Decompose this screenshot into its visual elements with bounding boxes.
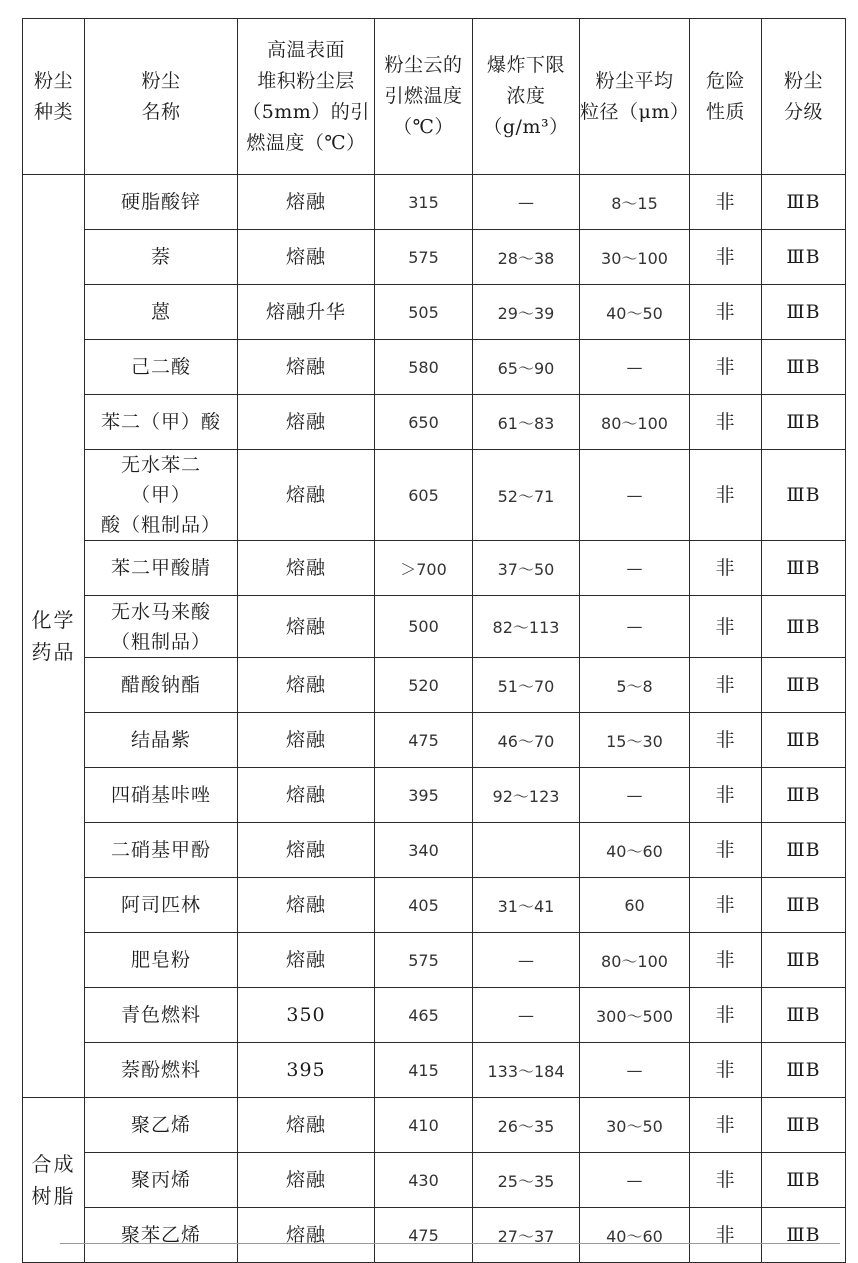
dust-name-cell-text: 阿司匹林 xyxy=(120,894,201,916)
hazard-property-cell xyxy=(690,450,762,541)
hazard-property-cell-text: 非 xyxy=(715,246,736,268)
cloud-ignition-temp-cell-text: 580 xyxy=(408,357,439,377)
dust-grade-cell xyxy=(762,450,846,541)
layer-ignition-temp-cell xyxy=(238,823,375,878)
dust-grade-cell-text: ⅢB xyxy=(786,674,821,696)
particle-size-cell xyxy=(580,395,690,450)
dust-grade-cell-text: ⅢB xyxy=(786,1169,821,1191)
hazard-property-cell-text: 非 xyxy=(715,411,736,433)
particle-size-cell xyxy=(580,285,690,340)
particle-size-cell xyxy=(580,450,690,541)
dust-name-cell-text: 四硝基咔唑 xyxy=(110,784,211,806)
particle-size-cell-text: — xyxy=(626,558,643,578)
header-lower-explosion-limit: 爆炸下限 浓度 （g/m³） xyxy=(473,19,580,175)
particle-size-cell xyxy=(580,988,690,1043)
dust-name-cell-text: 硬脂酸锌 xyxy=(120,191,201,213)
layer-ignition-temp-cell-text: 熔融 xyxy=(285,356,326,378)
lower-explosion-limit-cell xyxy=(473,933,580,988)
layer-ignition-temp-cell-text: 熔融 xyxy=(285,949,326,971)
hazard-property-cell-text: 非 xyxy=(715,557,736,579)
cloud-ignition-temp-cell xyxy=(375,658,473,713)
dust-grade-cell-text: ⅢB xyxy=(786,949,821,971)
hazard-property-cell xyxy=(690,768,762,823)
header-mean-particle-size: 粉尘平均 粒径（μm） xyxy=(580,19,690,175)
header-cloud-ignition-temp: 粉尘云的 引燃温度 （℃） xyxy=(375,19,473,175)
dust-name-cell-text: 无水马来酸 （粗制品） xyxy=(110,600,211,653)
particle-size-cell xyxy=(580,1153,690,1208)
hazard-property-cell-text: 非 xyxy=(715,839,736,861)
cloud-ignition-temp-cell xyxy=(375,450,473,541)
lower-explosion-limit-cell xyxy=(473,285,580,340)
dust-grade-cell xyxy=(762,988,846,1043)
lower-explosion-limit-cell-text: 92～123 xyxy=(492,786,560,806)
dust-name-cell-text: 二硝基甲酚 xyxy=(110,839,211,861)
cloud-ignition-temp-cell-text: 475 xyxy=(408,730,439,750)
dust-name-cell-text: 醋酸钠酯 xyxy=(120,674,201,696)
dust-grade-cell-text: ⅢB xyxy=(786,784,821,806)
dust-grade-cell xyxy=(762,1208,846,1263)
layer-ignition-temp-cell xyxy=(238,230,375,285)
dust-name-cell-text: 蒽 xyxy=(150,301,171,323)
dust-grade-cell xyxy=(762,933,846,988)
layer-ignition-temp-cell-text: 熔融 xyxy=(285,246,326,268)
cloud-ignition-temp-cell xyxy=(375,395,473,450)
particle-size-cell-text: 40～50 xyxy=(606,303,663,323)
hazard-property-cell-text: 非 xyxy=(715,949,736,971)
dust-grade-cell xyxy=(762,596,846,658)
cloud-ignition-temp-cell xyxy=(375,933,473,988)
cloud-ignition-temp-cell-text: 315 xyxy=(408,192,439,212)
hazard-property-cell xyxy=(690,596,762,658)
layer-ignition-temp-cell xyxy=(238,1098,375,1153)
dust-name-cell xyxy=(85,175,238,230)
dust-grade-cell-text: ⅢB xyxy=(786,894,821,916)
table-row xyxy=(23,340,846,395)
dust-grade-cell xyxy=(762,541,846,596)
hazard-property-cell xyxy=(690,285,762,340)
dust-grade-cell xyxy=(762,1098,846,1153)
particle-size-cell-text: 8～15 xyxy=(611,193,658,213)
cloud-ignition-temp-cell xyxy=(375,1043,473,1098)
particle-size-cell-text: 30～50 xyxy=(606,1116,663,1136)
dust-grade-cell-text: ⅢB xyxy=(786,1059,821,1081)
cloud-ignition-temp-cell-text: 500 xyxy=(408,617,439,636)
page-bottom-rule xyxy=(60,1243,840,1244)
hazard-property-cell-text: 非 xyxy=(715,894,736,916)
dust-name-cell-text: 青色燃料 xyxy=(120,1004,201,1026)
dust-name-cell-text: 聚乙烯 xyxy=(130,1114,191,1136)
dust-grade-cell xyxy=(762,285,846,340)
cloud-ignition-temp-cell xyxy=(375,230,473,285)
layer-ignition-temp-cell-text: 熔融 xyxy=(285,839,326,861)
hazard-property-cell xyxy=(690,988,762,1043)
dust-grade-cell xyxy=(762,658,846,713)
layer-ignition-temp-cell xyxy=(238,175,375,230)
particle-size-cell-text: 40～60 xyxy=(606,841,663,861)
hazard-property-cell xyxy=(690,1098,762,1153)
layer-ignition-temp-cell xyxy=(238,1208,375,1263)
hazard-property-cell-text: 非 xyxy=(715,615,736,638)
particle-size-cell-text: 60 xyxy=(624,895,645,915)
lower-explosion-limit-cell xyxy=(473,878,580,933)
dust-name-cell-text: 聚丙烯 xyxy=(130,1169,191,1191)
lower-explosion-limit-cell-text: 28～38 xyxy=(497,248,555,268)
particle-size-cell xyxy=(580,596,690,658)
lower-explosion-limit-cell xyxy=(473,1098,580,1153)
dust-properties-table xyxy=(22,18,846,1263)
cloud-ignition-temp-cell xyxy=(375,175,473,230)
hazard-property-cell-text: 非 xyxy=(715,1224,736,1246)
dust-name-cell-text: 结晶紫 xyxy=(130,729,191,751)
table-row xyxy=(23,933,846,988)
cloud-ignition-temp-cell-text: 605 xyxy=(408,485,439,505)
layer-ignition-temp-cell-text: 熔融 xyxy=(285,557,326,579)
cloud-ignition-temp-cell-text: 520 xyxy=(408,675,439,695)
layer-ignition-temp-cell-text: 熔融 xyxy=(285,484,326,506)
table-row xyxy=(23,230,846,285)
layer-ignition-temp-cell-text: 熔融 xyxy=(285,1224,326,1246)
header-dust-grade: 粉尘 分级 xyxy=(762,19,846,175)
particle-size-cell xyxy=(580,658,690,713)
lower-explosion-limit-cell-text: 27～37 xyxy=(497,1226,555,1246)
layer-ignition-temp-cell-text: 熔融 xyxy=(285,784,326,806)
dust-grade-cell-text: ⅢB xyxy=(786,557,821,579)
lower-explosion-limit-cell-text: 61～83 xyxy=(497,413,555,433)
dust-name-cell xyxy=(85,1098,238,1153)
layer-ignition-temp-cell xyxy=(238,340,375,395)
lower-explosion-limit-cell-text: 37～50 xyxy=(497,559,555,579)
cloud-ignition-temp-cell xyxy=(375,713,473,768)
dust-name-cell-text: 萘酚燃料 xyxy=(120,1059,201,1081)
lower-explosion-limit-cell-text: 82～113 xyxy=(492,618,560,637)
hazard-property-cell-text: 非 xyxy=(715,191,736,213)
dust-grade-cell-text: ⅢB xyxy=(786,1114,821,1136)
hazard-property-cell-text: 非 xyxy=(715,784,736,806)
layer-ignition-temp-cell xyxy=(238,878,375,933)
lower-explosion-limit-cell-text: — xyxy=(518,1005,534,1025)
particle-size-cell xyxy=(580,230,690,285)
hazard-property-cell-text: 非 xyxy=(715,484,736,506)
particle-size-cell-text: 30～100 xyxy=(601,248,668,268)
layer-ignition-temp-cell-text: 熔融 xyxy=(285,615,326,638)
hazard-property-cell-text: 非 xyxy=(715,674,736,696)
dust-grade-cell-text: ⅢB xyxy=(786,484,821,506)
dust-name-cell-text: 苯二（甲）酸 xyxy=(100,411,221,433)
dust-name-cell xyxy=(85,713,238,768)
particle-size-cell-text: 300～500 xyxy=(595,1006,674,1026)
cloud-ignition-temp-cell xyxy=(375,1153,473,1208)
layer-ignition-temp-cell xyxy=(238,285,375,340)
lower-explosion-limit-cell-text: 31～41 xyxy=(497,896,555,916)
dust-name-cell-text: 聚苯乙烯 xyxy=(120,1224,201,1246)
dust-grade-cell-text: ⅢB xyxy=(786,1224,821,1246)
dust-name-cell xyxy=(85,1208,238,1263)
dust-grade-cell-text: ⅢB xyxy=(786,615,821,638)
dust-grade-cell xyxy=(762,340,846,395)
lower-explosion-limit-cell-text: — xyxy=(518,950,534,970)
layer-ignition-temp-cell-text: 350 xyxy=(286,1004,326,1026)
cloud-ignition-temp-cell-text: 410 xyxy=(408,1115,439,1135)
dust-name-cell xyxy=(85,1043,238,1098)
header-hazard-property: 危险 性质 xyxy=(690,19,762,175)
cloud-ignition-temp-cell-text: 575 xyxy=(408,247,439,267)
dust-name-cell xyxy=(85,541,238,596)
dust-name-cell xyxy=(85,395,238,450)
lower-explosion-limit-cell-text: 46～70 xyxy=(497,731,555,751)
hazard-property-cell-text: 非 xyxy=(715,1004,736,1026)
dust-grade-cell xyxy=(762,768,846,823)
cloud-ignition-temp-cell xyxy=(375,1208,473,1263)
particle-size-cell-text: 15～30 xyxy=(606,731,663,751)
table-row xyxy=(23,1098,846,1153)
hazard-property-cell xyxy=(690,230,762,285)
cloud-ignition-temp-cell xyxy=(375,768,473,823)
dust-name-cell xyxy=(85,933,238,988)
header-dust-category: 粉尘 种类 xyxy=(23,19,85,175)
particle-size-cell-text: — xyxy=(626,1060,643,1080)
table-row xyxy=(23,395,846,450)
layer-ignition-temp-cell-text: 熔融 xyxy=(285,191,326,213)
dust-name-cell-text: 苯二甲酸腈 xyxy=(110,557,211,579)
dust-name-cell xyxy=(85,768,238,823)
lower-explosion-limit-cell xyxy=(473,768,580,823)
particle-size-cell xyxy=(580,713,690,768)
header-dust-name: 粉尘 名称 xyxy=(85,19,238,175)
layer-ignition-temp-cell-text: 熔融 xyxy=(285,1114,326,1136)
dust-grade-cell-text: ⅢB xyxy=(786,301,821,323)
layer-ignition-temp-cell-text: 熔融升华 xyxy=(265,301,346,323)
lower-explosion-limit-cell-text: 52～71 xyxy=(497,486,555,506)
particle-size-cell-text: — xyxy=(626,485,643,505)
lower-explosion-limit-cell xyxy=(473,230,580,285)
table-row xyxy=(23,285,846,340)
cloud-ignition-temp-cell xyxy=(375,285,473,340)
particle-size-cell-text: — xyxy=(626,785,643,805)
hazard-property-cell xyxy=(690,175,762,230)
particle-size-cell xyxy=(580,1098,690,1153)
lower-explosion-limit-cell-text: 51～70 xyxy=(497,676,555,696)
particle-size-cell-text: — xyxy=(626,357,643,377)
table-row xyxy=(23,713,846,768)
lower-explosion-limit-cell xyxy=(473,450,580,541)
particle-size-cell-text: — xyxy=(626,1170,643,1190)
table-row xyxy=(23,658,846,713)
hazard-property-cell-text: 非 xyxy=(715,301,736,323)
dust-name-cell xyxy=(85,285,238,340)
particle-size-cell-text: 5～8 xyxy=(616,676,653,696)
table-row xyxy=(23,1043,846,1098)
dust-name-cell xyxy=(85,823,238,878)
dust-name-cell-text: 肥皂粉 xyxy=(130,949,191,971)
dust-grade-cell xyxy=(762,1153,846,1208)
hazard-property-cell xyxy=(690,395,762,450)
layer-ignition-temp-cell-text: 熔融 xyxy=(285,674,326,696)
layer-ignition-temp-cell xyxy=(238,541,375,596)
table-row xyxy=(23,768,846,823)
hazard-property-cell xyxy=(690,541,762,596)
lower-explosion-limit-cell-text: 29～39 xyxy=(497,303,555,323)
hazard-property-cell-text: 非 xyxy=(715,356,736,378)
lower-explosion-limit-cell-text: 26～35 xyxy=(497,1116,555,1136)
cloud-ignition-temp-cell-text: ＞700 xyxy=(400,559,447,579)
hazard-property-cell-text: 非 xyxy=(715,1169,736,1191)
table-row xyxy=(23,1208,846,1263)
cloud-ignition-temp-cell-text: 430 xyxy=(408,1170,439,1190)
layer-ignition-temp-cell-text: 熔融 xyxy=(285,894,326,916)
dust-grade-cell-text: ⅢB xyxy=(786,729,821,751)
table-row xyxy=(23,450,846,541)
dust-grade-cell xyxy=(762,230,846,285)
layer-ignition-temp-cell xyxy=(238,1043,375,1098)
dust-name-cell xyxy=(85,988,238,1043)
cloud-ignition-temp-cell-text: 415 xyxy=(408,1060,439,1080)
dust-grade-cell-text: ⅢB xyxy=(786,839,821,861)
particle-size-cell xyxy=(580,1043,690,1098)
lower-explosion-limit-cell-text: — xyxy=(518,192,534,212)
cloud-ignition-temp-cell-text: 505 xyxy=(408,302,439,322)
hazard-property-cell xyxy=(690,658,762,713)
dust-name-cell-text: 无水苯二（甲） 酸（粗制品） xyxy=(100,454,221,536)
dust-grade-cell xyxy=(762,823,846,878)
dust-grade-cell-text: ⅢB xyxy=(786,246,821,268)
cloud-ignition-temp-cell xyxy=(375,541,473,596)
particle-size-cell-text: 40～60 xyxy=(606,1226,663,1246)
particle-size-cell xyxy=(580,175,690,230)
particle-size-cell xyxy=(580,1208,690,1263)
dust-name-cell xyxy=(85,596,238,658)
table-row xyxy=(23,878,846,933)
hazard-property-cell xyxy=(690,1043,762,1098)
lower-explosion-limit-cell-text: 25～35 xyxy=(497,1171,555,1191)
particle-size-cell xyxy=(580,541,690,596)
lower-explosion-limit-cell xyxy=(473,1153,580,1208)
cloud-ignition-temp-cell-text: 575 xyxy=(408,950,439,970)
table-body xyxy=(23,175,846,1263)
lower-explosion-limit-cell xyxy=(473,823,580,878)
layer-ignition-temp-cell-text: 395 xyxy=(286,1059,326,1081)
dust-name-cell xyxy=(85,450,238,541)
layer-ignition-temp-cell xyxy=(238,395,375,450)
hazard-property-cell xyxy=(690,933,762,988)
cloud-ignition-temp-cell xyxy=(375,1098,473,1153)
particle-size-cell xyxy=(580,823,690,878)
table-row xyxy=(23,988,846,1043)
layer-ignition-temp-cell xyxy=(238,1153,375,1208)
dust-grade-cell-text: ⅢB xyxy=(786,1004,821,1026)
dust-grade-cell xyxy=(762,878,846,933)
cloud-ignition-temp-cell-text: 340 xyxy=(408,840,439,860)
hazard-property-cell-text: 非 xyxy=(715,1059,736,1081)
lower-explosion-limit-cell xyxy=(473,658,580,713)
hazard-property-cell xyxy=(690,1208,762,1263)
particle-size-cell xyxy=(580,878,690,933)
particle-size-cell-text: — xyxy=(626,617,643,636)
dust-grade-cell-text: ⅢB xyxy=(786,356,821,378)
layer-ignition-temp-cell-text: 熔融 xyxy=(285,411,326,433)
hazard-property-cell-text: 非 xyxy=(715,1114,736,1136)
lower-explosion-limit-cell-text: 65～90 xyxy=(497,358,555,378)
layer-ignition-temp-cell xyxy=(238,933,375,988)
dust-name-cell xyxy=(85,1153,238,1208)
dust-grade-cell xyxy=(762,175,846,230)
cloud-ignition-temp-cell xyxy=(375,878,473,933)
lower-explosion-limit-cell-text: 133～184 xyxy=(487,1061,565,1081)
cloud-ignition-temp-cell xyxy=(375,823,473,878)
layer-ignition-temp-cell-text: 熔融 xyxy=(285,729,326,751)
layer-ignition-temp-cell xyxy=(238,768,375,823)
cloud-ignition-temp-cell xyxy=(375,340,473,395)
lower-explosion-limit-cell xyxy=(473,340,580,395)
dust-grade-cell xyxy=(762,395,846,450)
particle-size-cell xyxy=(580,768,690,823)
lower-explosion-limit-cell xyxy=(473,541,580,596)
cloud-ignition-temp-cell-text: 465 xyxy=(408,1005,439,1025)
cloud-ignition-temp-cell-text: 395 xyxy=(408,785,439,805)
dust-name-cell xyxy=(85,658,238,713)
layer-ignition-temp-cell xyxy=(238,450,375,541)
dust-name-cell xyxy=(85,340,238,395)
header-layer-ignition-temp: 高温表面 堆积粉尘层 （5mm）的引 燃温度（℃） xyxy=(238,19,375,175)
dust-properties-sheet xyxy=(22,18,845,1263)
hazard-property-cell xyxy=(690,340,762,395)
lower-explosion-limit-cell xyxy=(473,1043,580,1098)
layer-ignition-temp-cell xyxy=(238,988,375,1043)
dust-name-cell xyxy=(85,230,238,285)
table-row xyxy=(23,541,846,596)
lower-explosion-limit-cell xyxy=(473,1208,580,1263)
cloud-ignition-temp-cell xyxy=(375,988,473,1043)
hazard-property-cell xyxy=(690,1153,762,1208)
lower-explosion-limit-cell xyxy=(473,395,580,450)
dust-grade-cell xyxy=(762,713,846,768)
layer-ignition-temp-cell xyxy=(238,596,375,658)
dust-category-cell: 合成 树脂 xyxy=(23,1098,85,1263)
cloud-ignition-temp-cell-text: 475 xyxy=(408,1225,439,1245)
layer-ignition-temp-cell-text: 熔融 xyxy=(285,1169,326,1191)
layer-ignition-temp-cell xyxy=(238,658,375,713)
particle-size-cell-text: 80～100 xyxy=(601,951,668,971)
dust-name-cell-text: 己二酸 xyxy=(130,356,191,378)
dust-grade-cell-text: ⅢB xyxy=(786,191,821,213)
cloud-ignition-temp-cell-text: 405 xyxy=(408,895,439,915)
table-row xyxy=(23,175,846,230)
dust-name-cell xyxy=(85,878,238,933)
table-row xyxy=(23,1153,846,1208)
particle-size-cell xyxy=(580,340,690,395)
cloud-ignition-temp-cell xyxy=(375,596,473,658)
layer-ignition-temp-cell xyxy=(238,713,375,768)
dust-name-cell-text: 萘 xyxy=(150,246,171,268)
lower-explosion-limit-cell xyxy=(473,596,580,658)
table-row xyxy=(23,823,846,878)
particle-size-cell-text: 80～100 xyxy=(601,413,668,433)
lower-explosion-limit-cell xyxy=(473,988,580,1043)
dust-category-cell: 化学 药品 xyxy=(23,175,85,1098)
hazard-property-cell-text: 非 xyxy=(715,729,736,751)
particle-size-cell xyxy=(580,933,690,988)
header-row xyxy=(23,19,846,175)
lower-explosion-limit-cell xyxy=(473,713,580,768)
hazard-property-cell xyxy=(690,878,762,933)
lower-explosion-limit-cell xyxy=(473,175,580,230)
cloud-ignition-temp-cell-text: 650 xyxy=(408,412,439,432)
hazard-property-cell xyxy=(690,713,762,768)
dust-grade-cell-text: ⅢB xyxy=(786,411,821,433)
hazard-property-cell xyxy=(690,823,762,878)
table-row xyxy=(23,596,846,658)
dust-grade-cell xyxy=(762,1043,846,1098)
